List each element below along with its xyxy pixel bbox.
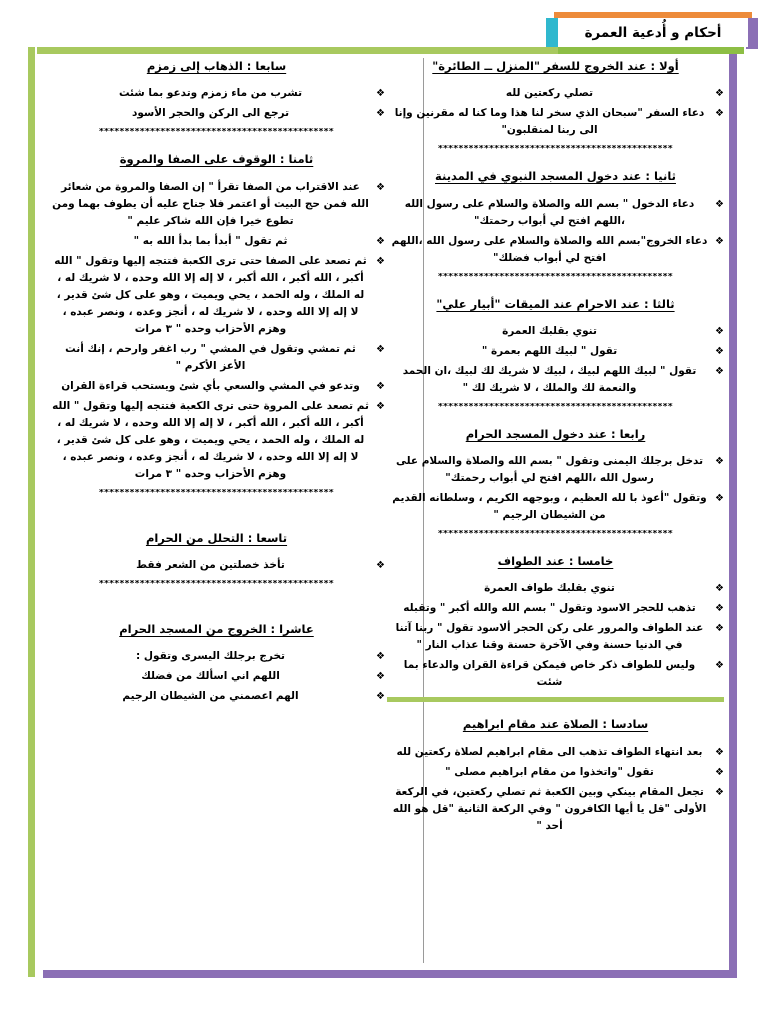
- diamond-bullet-icon: ❖: [715, 108, 724, 120]
- section-title-seventh: [48, 58, 385, 75]
- diamond-bullet-icon: ❖: [376, 671, 385, 682]
- section-title-sixth: [387, 716, 724, 733]
- star-separator: **********************************************: [438, 145, 673, 155]
- section-title-fifth: [387, 553, 724, 570]
- diamond-bullet-icon: ❖: [376, 235, 385, 247]
- list-item-text: ثم تصعد على الصفا حتى ترى الكعبة فتتجه إليها وتقول " الله أكبر ، الله أكبر ، الله أكبر ، لا إله إلا الله وحده ، لا شريك له ، له الملك ، وله الحمد ، يحي ويميت ، وهو على كل شئ قدير ، لا إله إلا الله وحده ، لا شريك له ، أنجز وعده ، ونصر عبده ، وهزم الأحزاب وحده " ٣ مرات: [54, 254, 367, 335]
- section-items-fourth: [387, 453, 724, 524]
- page-title: أحكام و أُدعية العمرة: [584, 24, 722, 41]
- section-items-first: [387, 85, 724, 139]
- list-item-text: تقول " لبيك اللهم لبيك ، لبيك لا شريك لك لبيك ،ان الحمد والنعمة لك والملك ، لا شريك لك ": [402, 364, 697, 394]
- section-title-text: خامسا : عند الطواف: [497, 554, 614, 568]
- diamond-bullet-icon: ❖: [715, 365, 724, 377]
- diamond-bullet-icon: ❖: [376, 559, 385, 571]
- diamond-bullet-icon: ❖: [715, 660, 724, 672]
- list-item: [48, 648, 385, 665]
- list-item-text: ثم تصعد على المروة حتى ترى الكعبة فتتجه إليها وتقول " الله أكبر ، الله أكبر ، الله أكبر ، لا إله إلا الله وحده ، لا شريك له ، له الملك ، وله الحمد ، يحي ويميت ، وهو على كل شئ قدير ، لا إله إلا الله وحده ، لا شريك له ، أنجز وعده ، ونصر عبده ، وهزم الأحزاب وحده " ٣ مرات: [52, 399, 369, 480]
- list-item-text: عند الاقتراب من الصفا تقرأ " إن الصفا والمروة من شعائر الله فمن حج البيت أو اعتمر فلا جناح عليه أن يطوف بهما ومن تطوع خيرا فإن الله شاكر عليم ": [52, 180, 369, 227]
- frame-border-purple-right: [729, 41, 737, 977]
- section-title-fourth: [387, 426, 724, 443]
- diamond-bullet-icon: ❖: [376, 380, 385, 392]
- list-item: [48, 688, 385, 705]
- list-item: [48, 341, 385, 375]
- list-item: [387, 620, 724, 654]
- section-title-text: رابعا : عند دخول المسجد الحرام: [465, 426, 646, 441]
- list-item: [387, 323, 724, 340]
- list-item: [48, 179, 385, 230]
- content-columns: [48, 58, 724, 963]
- diamond-bullet-icon: ❖: [376, 88, 385, 100]
- spacer: [48, 603, 385, 621]
- section-title-text: سادسا : الصلاة عند مقام ابراهيم: [462, 717, 649, 732]
- list-item-text: دعاء الخروج"بسم الله والصلاة والسلام على رسول الله ،اللهم افتح لي أبواب فضلك": [391, 234, 708, 264]
- section-title-text: أولا : عند الخروج للسفر "المنزل ــ الطائرة": [432, 59, 679, 73]
- list-item: [387, 490, 724, 524]
- list-item: [387, 744, 724, 761]
- star-separator: **********************************************: [99, 579, 334, 589]
- section-title-tenth: [48, 621, 385, 638]
- section-items-sixth: [387, 744, 724, 835]
- diamond-bullet-icon: ❖: [715, 456, 724, 467]
- section-items-third: [387, 323, 724, 397]
- diamond-bullet-icon: ❖: [715, 345, 724, 357]
- section-title-text: تاسعا : التحلل من الحرام: [145, 530, 288, 545]
- diamond-bullet-icon: ❖: [715, 623, 724, 635]
- list-item-text: تصلي ركعتين لله: [505, 87, 594, 100]
- diamond-bullet-icon: ❖: [376, 400, 385, 412]
- list-item-text: الهم اعصمني من الشيطان الرجيم: [122, 690, 299, 702]
- list-item: [48, 398, 385, 483]
- frame-border-purple-bottom: [43, 970, 737, 978]
- section-title-first: [387, 58, 724, 75]
- diamond-bullet-icon: ❖: [376, 691, 385, 702]
- list-item: [387, 580, 724, 597]
- list-item: [387, 233, 724, 267]
- list-item: [387, 363, 724, 397]
- list-item-text: تنوي بقلبك العمرة: [502, 324, 597, 337]
- list-item-text: دعاء السفر "سبحان الذي سخر لنا هذا وما كنا له مقرنين وإنا الى ربنا لمنقلبون": [394, 107, 705, 137]
- section-title-text: ثامنا : الوقوف على الصفا والمروة: [119, 152, 314, 167]
- diamond-bullet-icon: ❖: [715, 88, 724, 100]
- list-item: [387, 600, 724, 617]
- list-item-text: اللهم اني اسألك من فضلك: [141, 670, 280, 682]
- list-item: [48, 253, 385, 338]
- list-item-text: تجعل المقام بينكي وبين الكعبة ثم تصلي ركعتين، في الركعة الأولى "قل يا أيها الكافرون " وفي الركعة الثانية "قل هو الله أحد ": [392, 785, 707, 832]
- list-item: [387, 657, 724, 691]
- list-item: [387, 453, 724, 487]
- list-item-text: ترجع الى الركن والحجر الأسود: [131, 107, 290, 120]
- diamond-bullet-icon: ❖: [715, 603, 724, 615]
- spacer: [48, 512, 385, 530]
- diamond-bullet-icon: ❖: [715, 786, 724, 798]
- section-items-second: [387, 196, 724, 267]
- list-item-text: عند الطواف والمرور على ركن الحجر ألاسود تقول " ربنا آتنا في الدنيا حسنة وفي الآخرة حسنة وقنا عذاب النار ": [395, 622, 704, 652]
- diamond-bullet-icon: ❖: [715, 198, 724, 210]
- diamond-bullet-icon: ❖: [715, 325, 724, 337]
- diamond-bullet-icon: ❖: [715, 766, 724, 778]
- section-items-tenth: [48, 648, 385, 705]
- list-item-text: تقول " لبيك اللهم بعمرة ": [481, 344, 618, 357]
- list-item: [48, 378, 385, 395]
- diamond-bullet-icon: ❖: [715, 583, 724, 595]
- section-title-eighth: [48, 151, 385, 168]
- list-item-text: وتدعو في المشي والسعي بأي شئ ويستحب قراءة القران: [61, 379, 360, 392]
- list-item-text: تأخذ خصلتين من الشعر فقط: [136, 558, 285, 571]
- section-title-text: عاشرا : الخروج من المسجد الحرام: [119, 621, 314, 636]
- list-item: [48, 668, 385, 685]
- list-item: [48, 105, 385, 122]
- list-item-text: تشرب من ماء زمزم وتدعو بما شئت: [118, 87, 303, 100]
- list-item-text: تقول "واتخذوا من مقام ابراهيم مصلى ": [445, 765, 654, 778]
- diamond-bullet-icon: ❖: [376, 181, 385, 193]
- list-item-text: دعاء الدخول " بسم الله والصلاة والسلام على رسول الله ،اللهم افتح لي أبواب رحمتك": [404, 197, 695, 227]
- list-item-text: وليس للطواف ذكر خاص فيمكن قراءة القران والدعاء بما شئت: [403, 659, 696, 689]
- list-item: [387, 105, 724, 139]
- section-title-second: [387, 168, 724, 185]
- star-separator: **********************************************: [99, 488, 334, 498]
- section-items-seventh: [48, 85, 385, 122]
- section-title-text: ثانيا : عند دخول المسجد النبوي في المدينة: [435, 169, 676, 184]
- left-column: [48, 58, 385, 711]
- diamond-bullet-icon: ❖: [376, 651, 385, 662]
- list-item: [387, 85, 724, 102]
- diamond-bullet-icon: ❖: [376, 343, 385, 355]
- header-accent-green: [558, 47, 744, 54]
- list-item-text: تدخل برجلك اليمنى وتقول " بسم الله والصلاة والسلام على رسول الله ،اللهم افتح لي أبواب رحمتك": [395, 455, 704, 484]
- star-separator: **********************************************: [438, 272, 673, 282]
- list-item-text: وتقول "أعوذ با لله العظيم ، وبوجهه الكريم ، وسلطانه القديم من الشيطان الرجيم ": [392, 492, 707, 521]
- list-item-text: تذهب للحجر الاسود وتقول " بسم الله والله أكبر " وتقبله: [403, 602, 696, 615]
- list-item-text: تنوي بقلبك طواف العمرة: [484, 582, 615, 595]
- diamond-bullet-icon: ❖: [715, 746, 724, 758]
- star-separator: **********************************************: [438, 402, 673, 412]
- green-divider-rule: [387, 697, 724, 702]
- section-title-text: سابعا : الذهاب إلى زمزم: [146, 59, 287, 73]
- list-item-text: ثم تمشي وتقول في المشي " رب اغفر وارحم ، إنك أنت الأعز الأكرم ": [65, 342, 356, 372]
- list-item-text: بعد انتهاء الطواف تذهب الى مقام ابراهيم لصلاة ركعتين لله: [396, 745, 703, 758]
- list-item: [48, 233, 385, 250]
- list-item: [387, 784, 724, 835]
- section-items-fifth: [387, 580, 724, 691]
- frame-border-green-left: [28, 47, 35, 977]
- list-item-text: ثم تقول " أبدأ بما بدأ الله به ": [133, 234, 288, 247]
- diamond-bullet-icon: ❖: [376, 255, 385, 267]
- star-separator: **********************************************: [438, 530, 673, 539]
- right-column: [387, 58, 724, 841]
- diamond-bullet-icon: ❖: [715, 493, 724, 504]
- header-banner: [546, 12, 760, 54]
- list-item: [48, 557, 385, 574]
- list-item: [48, 85, 385, 102]
- section-items-ninth: [48, 557, 385, 574]
- list-item: [387, 196, 724, 230]
- section-title-third: [387, 296, 724, 313]
- list-item-text: تخرج برجلك اليسرى وتقول :: [136, 650, 285, 662]
- star-separator: **********************************************: [99, 128, 334, 138]
- diamond-bullet-icon: ❖: [376, 108, 385, 120]
- list-item: [387, 764, 724, 781]
- section-items-eighth: [48, 179, 385, 483]
- list-item: [387, 343, 724, 360]
- section-title-ninth: [48, 530, 385, 547]
- section-title-text: ثالثا : عند الاحرام عند الميقات "أبيار علي": [436, 296, 675, 311]
- diamond-bullet-icon: ❖: [715, 235, 724, 247]
